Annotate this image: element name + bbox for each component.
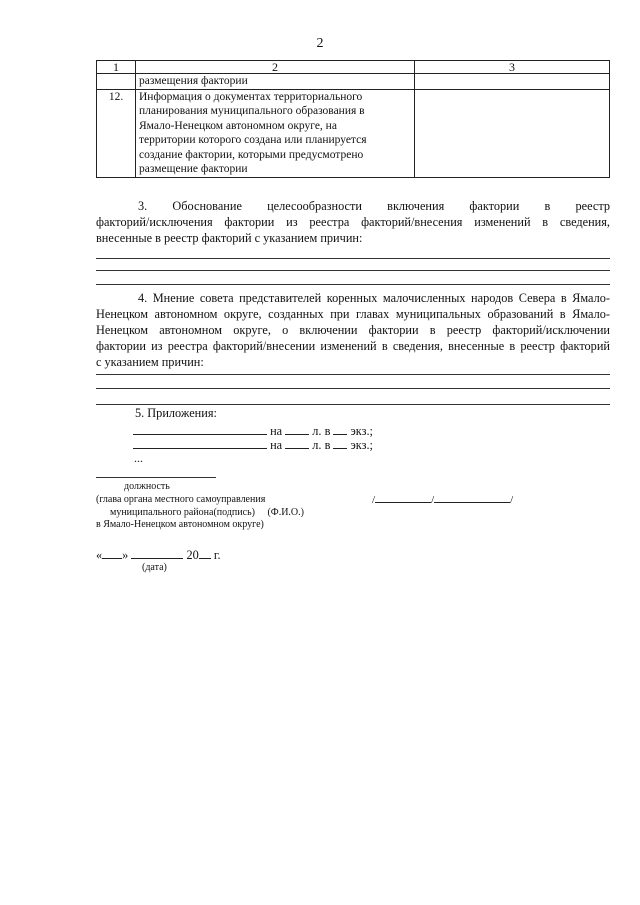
date-line: « » 20 г. — [96, 548, 221, 562]
row-number: 12. — [97, 89, 136, 177]
table-header-col3: 3 — [415, 61, 610, 74]
section-5-title: 5. Приложения: — [135, 406, 217, 420]
date-label: (дата) — [142, 562, 167, 573]
attachment-line: на л. в экз.; — [133, 423, 373, 439]
row-value-empty — [415, 89, 610, 177]
attachment-line: на л. в экз.; — [133, 437, 373, 453]
signature-caption: (глава органа местного самоуправления муниципального района(подпись) (Ф.И.О.) в Ямало-Ненецком автономном округе) — [96, 494, 304, 530]
position-label: должность — [124, 481, 170, 492]
info-table — [96, 60, 610, 178]
table-continuation-text: размещения фактории — [136, 74, 415, 90]
table-row-12 — [97, 89, 610, 177]
table-header-col2: 2 — [136, 61, 415, 74]
attachment-ellipsis: ... — [134, 451, 143, 465]
signature-fields: / / / — [372, 494, 514, 506]
fill-line — [96, 270, 610, 271]
fill-line — [96, 374, 610, 375]
row-description: Информация о документах территориального планирования муниципального образования в Ямало-Ненецком автономном округе, на территории которого создана или планируется создание фактории, которыми предусмотрено размещение фактории — [136, 89, 415, 177]
section-4: 4. Мнение совета представителей коренных малочисленных народов Севера в Ямало- Ненецком автономном округе, созданных при главах муниципальных образований в Ямало- Ненецком автономном округе, о включении фактории в реестр факторий/исключении фактории из реестра факторий/внесении изменений в сведения, внесенные в реестр факторий с указанием причин: — [96, 291, 610, 369]
fill-line — [96, 284, 610, 285]
fill-line — [96, 388, 610, 389]
table-row — [97, 74, 610, 90]
fill-line — [96, 404, 610, 405]
section-3: 3. Обоснование целесообразности включения фактории в реестр факторий/исключения фактории из реестра факторий/внесения изменений в сведения, внесенные в реестр факторий с указанием причин: — [96, 199, 610, 245]
position-line — [96, 477, 216, 478]
fill-line — [96, 258, 610, 259]
table-header-row — [97, 61, 610, 74]
page-number: 2 — [316, 36, 324, 51]
table-header-col1: 1 — [97, 61, 136, 74]
